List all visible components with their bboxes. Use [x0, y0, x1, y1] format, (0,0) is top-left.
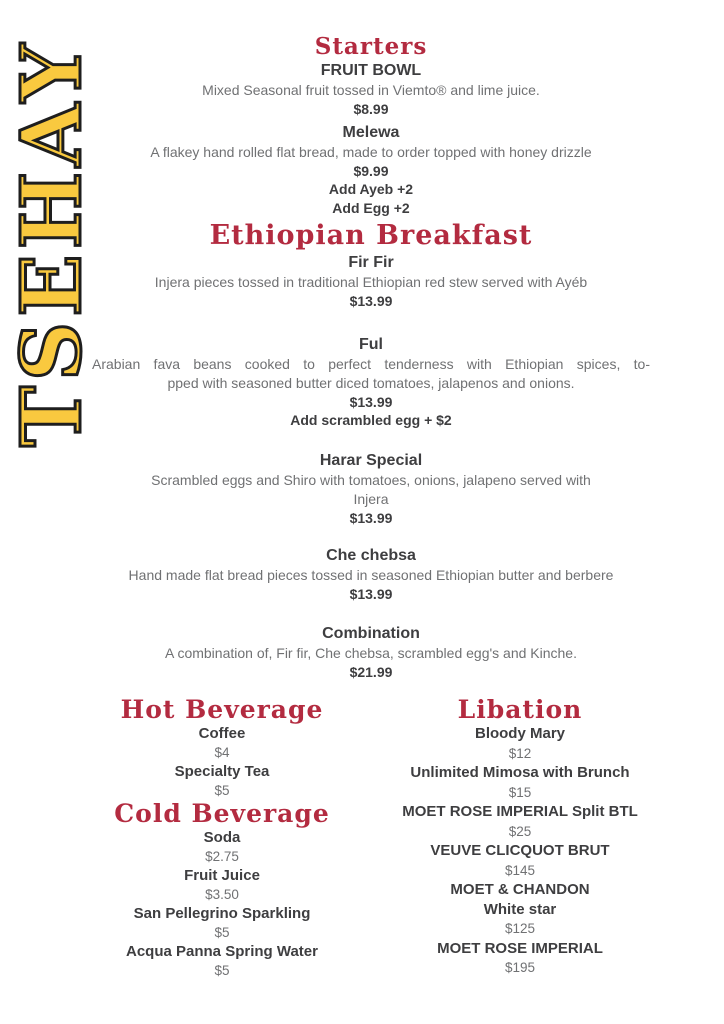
item-description-line1: Arabian fava beans cooked to perfect tenderness with Ethiopian spices, to- [92, 356, 650, 372]
beverage-price: $3.50 [205, 887, 239, 902]
tsehay-logo [0, 38, 104, 447]
item-price: $13.99 [349, 586, 393, 602]
item-description: Hand made flat bread pieces tossed in seasoned Ethiopian butter and berbere [128, 567, 614, 583]
beverage-name-line2: White star [483, 900, 557, 918]
beverage-name: Unlimited Mimosa with Brunch [410, 764, 630, 781]
item-name-melewa: Melewa [342, 124, 400, 141]
beverage-price: $5 [214, 925, 230, 940]
item-name-che-chebsa: Che chebsa [326, 547, 416, 564]
beverage-column-left [90, 696, 354, 980]
beverage-name: MOET ROSE IMPERIAL [437, 939, 603, 957]
section-heading-libation: Libation [457, 695, 583, 724]
item-price: $21.99 [349, 664, 393, 680]
item-name-ful: Ful [359, 336, 383, 353]
section-heading-cold-beverage: Cold Beverage [114, 799, 330, 828]
item-name-harar-special: Harar Special [319, 452, 423, 469]
beverage-price: $4 [214, 745, 230, 760]
beverage-name-line1: MOET & CHANDON [450, 881, 590, 898]
section-heading-hot-beverage: Hot Beverage [120, 695, 324, 724]
item-extra: Add Ayeb +2 [328, 181, 414, 197]
beverage-name: Fruit Juice [184, 867, 260, 884]
item-price: $13.99 [349, 293, 393, 309]
item-price: $13.99 [349, 394, 393, 410]
beverage-price: $2.75 [205, 849, 239, 864]
item-extra: Add scrambled egg + $2 [290, 412, 452, 428]
beverage-price: $25 [508, 823, 532, 839]
beverage-price: $145 [504, 862, 536, 878]
item-price: $9.99 [353, 163, 389, 179]
item-description-line2: pped with seasoned butter diced tomatoes, jalapenos and onions. [167, 375, 575, 391]
item-name-combination: Combination [322, 625, 420, 642]
beverage-price: $5 [214, 783, 230, 798]
beverage-name: Bloody Mary [474, 725, 565, 742]
beverage-name: Specialty Tea [174, 763, 270, 780]
item-price: $8.99 [353, 101, 389, 117]
menu-main-column [92, 34, 650, 681]
section-heading-starters: Starters [314, 33, 428, 60]
beverage-price: $15 [508, 784, 532, 800]
beverage-price: $5 [214, 963, 230, 978]
item-extra: Add Egg +2 [332, 200, 410, 216]
beverage-name: VEUVE CLICQUOT BRUT [430, 842, 610, 859]
item-description: A flakey hand rolled flat bread, made to order topped with honey drizzle [150, 144, 592, 160]
tsehay-logo-text: TSEHAY [4, 38, 100, 447]
item-description: Mixed Seasonal fruit tossed in Viemto® and lime juice. [202, 82, 540, 98]
item-name-fruit-bowl: FRUIT BOWL [320, 62, 422, 79]
item-price: $13.99 [349, 510, 393, 526]
item-name-fir-fir: Fir Fir [348, 254, 394, 271]
item-description: A combination of, Fir fir, Che chebsa, scrambled egg's and Kinche. [164, 645, 577, 661]
beverage-name: Coffee [198, 725, 246, 742]
beverage-price: $195 [504, 960, 536, 975]
item-description: Injera pieces tossed in traditional Ethiopian red stew served with Ayéb [154, 274, 588, 290]
beverage-name: Soda [203, 829, 241, 846]
beverage-name: MOET ROSE IMPERIAL Split BTL [402, 803, 638, 820]
beverage-name: San Pellegrino Sparkling [133, 905, 311, 922]
item-description-line2: Injera [353, 491, 389, 507]
beverage-name: Acqua Panna Spring Water [126, 943, 318, 960]
item-description-line1: Scrambled eggs and Shiro with tomatoes, onions, jalapeno served with [151, 472, 591, 488]
beverage-column-right [388, 696, 652, 978]
beverage-price: $125 [504, 921, 536, 936]
beverage-price: $12 [508, 745, 532, 761]
section-heading-ethiopian-breakfast: Ethiopian Breakfast [209, 220, 533, 251]
